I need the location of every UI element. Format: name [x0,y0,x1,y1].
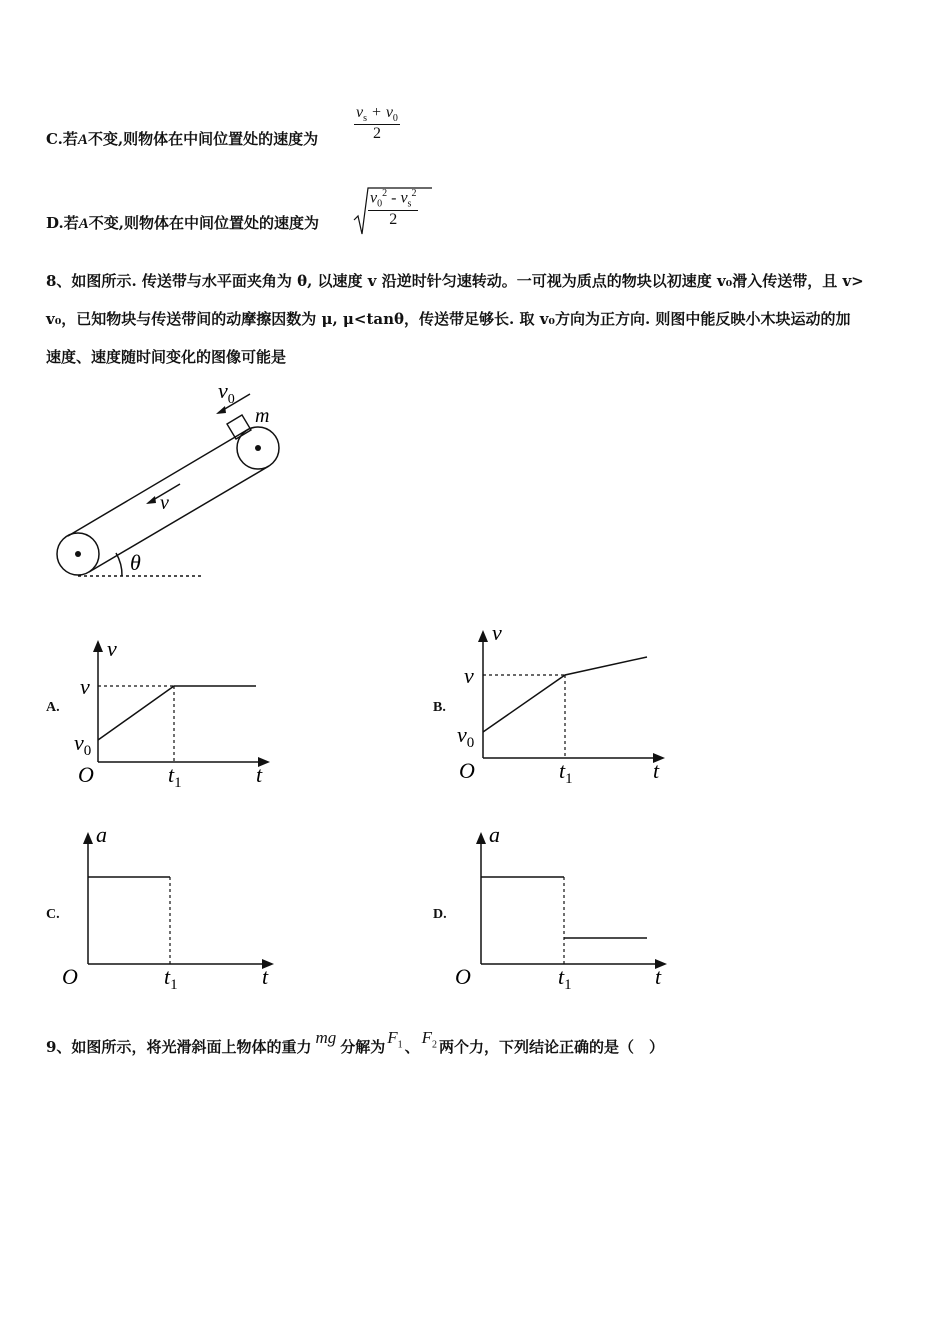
q9-pre: 9、如图所示，将光滑斜面上物体的重力 [46,1038,312,1056]
q9-line [46,1028,665,1069]
graph-c-label: C. [46,907,60,922]
option-d [46,212,319,233]
option-c-label: C. [46,130,63,148]
origin-label: O [78,762,94,787]
graph-d-label: D. [433,907,447,922]
frac-num-plus: + v [367,104,393,121]
rad-b: v [400,189,408,207]
graph-b-label: B. [433,700,446,715]
frac-num-v: v [356,104,364,121]
q9-post: 两个力，下列结论正确的是（ ） [439,1038,665,1056]
v0-label: $v_0$ [218,378,235,407]
x-label: t [655,964,662,989]
option-c-fraction [354,104,400,143]
belt-top [68,430,247,536]
graph-a-label: A. [46,700,60,715]
t1-tick: $t_1$ [168,762,182,791]
graph-d [451,822,676,997]
velocity-line [98,686,256,740]
option-c-var: A [77,132,88,148]
rad-b2: 2 [411,188,417,199]
q8-line2: v₀，已知物块与传送带间的动摩擦因数为 μ, μ<tanθ，传送带足够长. 取 v₀方向为正方向. 则图中能反映小木块运动的加 [46,310,851,328]
y-label: a [489,822,500,847]
origin-label: O [62,964,78,989]
v0-tick: $v_0$ [457,722,475,751]
x-label: t [256,762,263,787]
frac-num-0: 0 [392,113,398,125]
y-label: v [492,620,502,645]
frac-num-s: s [363,113,368,125]
q9-mg: mg [315,1028,337,1047]
frac-den: 2 [389,210,398,228]
angle-arc [116,553,122,576]
t1-tick: $t_1$ [164,964,178,993]
t1-tick: $t_1$ [558,964,572,993]
origin-label: O [455,964,471,989]
option-d-pre: 若 [63,214,79,232]
option-c-pre: 若 [62,130,78,148]
graph-c [58,822,283,997]
x-label: t [262,964,269,989]
belt-v-label: v [160,492,169,514]
q8-line1: 8、如图所示. 传送带与水平面夹角为 θ, 以速度 v 沿逆时针匀速转动。一可视为质点的物块以初速度 v₀滑入传送带，且 v> [46,272,864,290]
option-d-var: A [78,216,89,232]
rad-a2: 2 [382,188,388,199]
option-d-fraction [368,188,418,229]
option-d-label: D. [46,214,64,232]
rad-a: v [370,189,378,207]
q9-f1: $F_1$ [387,1028,403,1051]
y-label: v [107,636,117,661]
origin-label: O [459,758,475,783]
t1-tick: $t_1$ [559,758,573,787]
option-c-text: 不变,则物体在中间位置处的速度为 [87,130,319,148]
x-label: t [653,758,660,783]
m-label: m [255,405,270,427]
q9-f2: $F_2$ [421,1028,438,1051]
q9-mid: 分解为 [340,1038,386,1056]
q8-line3: 速度、速度随时间变化的图像可能是 [46,348,287,366]
conveyor-diagram [40,378,300,583]
rad-a0: 0 [377,198,383,210]
option-c [46,128,318,149]
q9-sep: 、 [404,1038,420,1056]
v-tick: v [464,663,474,688]
frac-den: 2 [372,125,381,143]
rad-minus: - [387,189,401,207]
theta-label: θ [130,550,141,575]
y-label: a [96,822,107,847]
option-d-text: 不变,则物体在中间位置处的速度为 [88,214,319,232]
v-tick: v [80,674,90,699]
graph-b [447,620,672,790]
v0-tick: $v_0$ [74,730,92,759]
belt-bottom [89,466,269,572]
graph-a [60,632,280,797]
rad-bs: s [407,198,412,210]
